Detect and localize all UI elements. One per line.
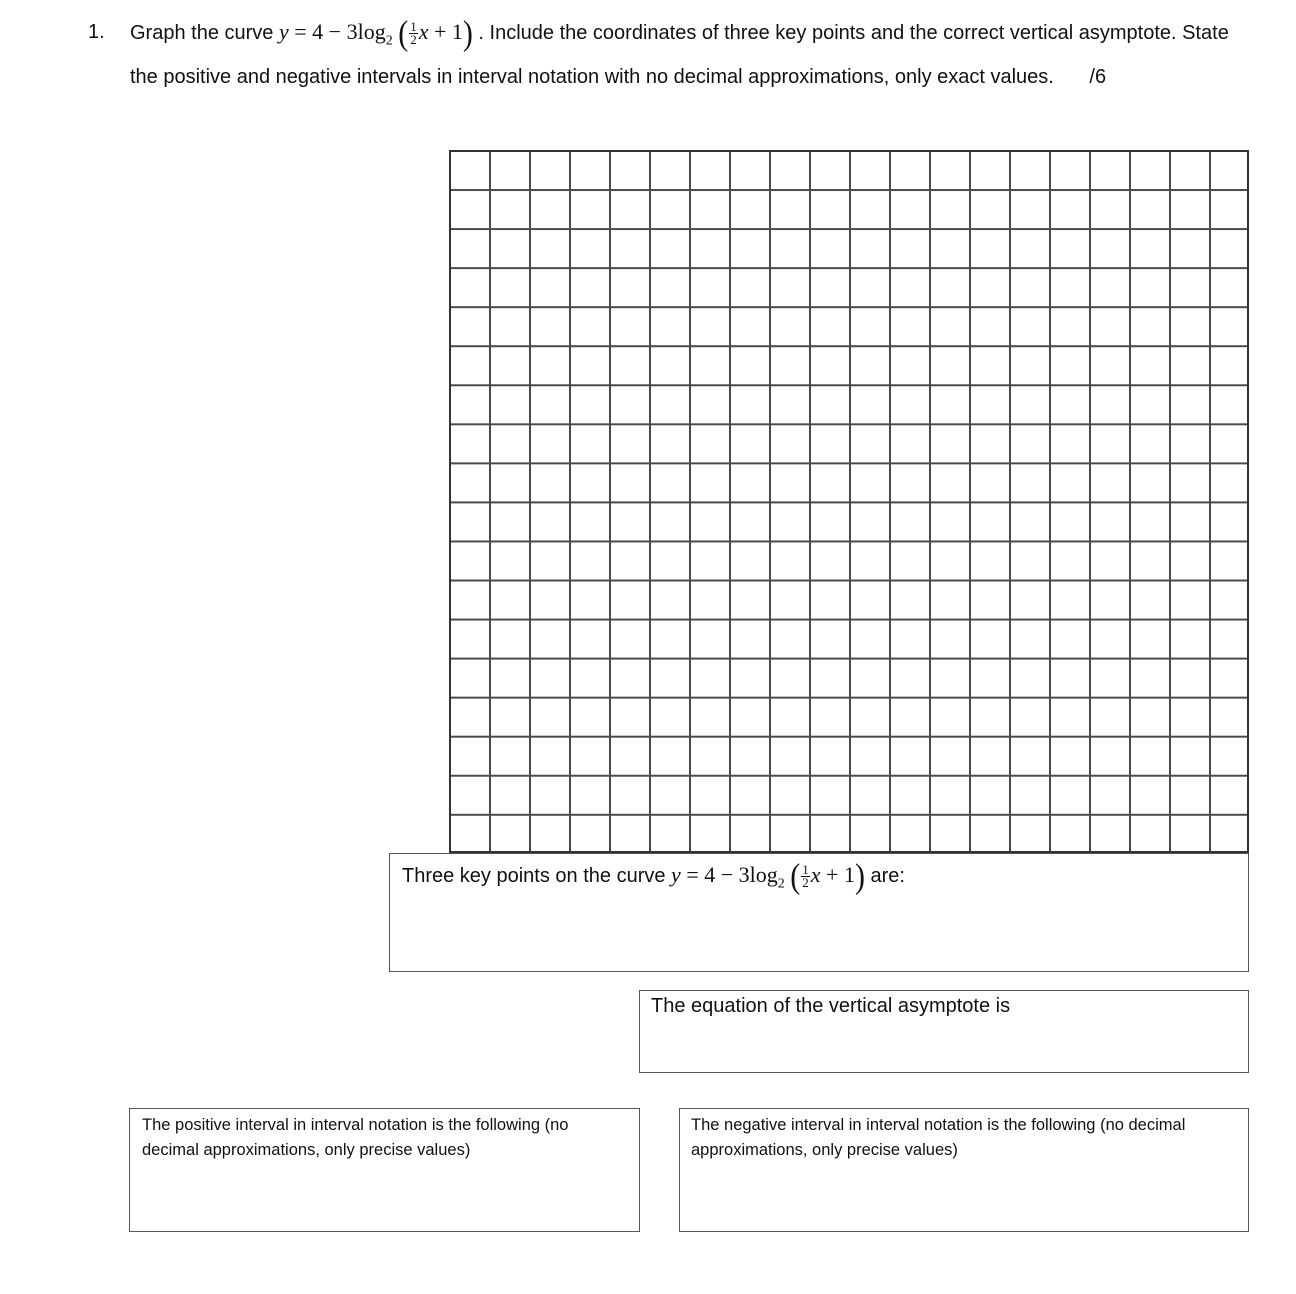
eq-minus: −: [720, 862, 734, 887]
key-points-equation: [671, 857, 870, 896]
frac-num: 1: [410, 19, 417, 35]
equation: [278, 14, 478, 53]
positive-interval-answer[interactable]: [142, 1163, 627, 1193]
key-points-answer[interactable]: [402, 892, 1236, 922]
eq-fraction: [801, 864, 810, 889]
eq-log: log: [357, 19, 386, 44]
eq-close-paren: ): [462, 14, 473, 53]
eq-fraction: [409, 21, 418, 46]
question-intro: Graph the curve: [130, 22, 274, 44]
eq-plus: +: [433, 19, 447, 44]
key-points-label: Three key points on the curve: [402, 865, 666, 887]
asymptote-label: The equation of the vertical asymptote is: [651, 995, 1011, 1017]
question-number: 1.: [88, 21, 105, 43]
asymptote-answer[interactable]: [651, 1018, 1237, 1048]
eq-minus: −: [328, 19, 342, 44]
question-text: [130, 14, 1250, 95]
eq-coef: 3: [738, 862, 750, 887]
frac-den: 2: [410, 32, 417, 48]
eq-equals: =: [686, 862, 699, 887]
eq-one: 1: [843, 862, 855, 887]
question-instructions: . Include the coordinates of three key points and the correct vertical asymptote. State the positive and negative intervals in interval notation with no decimal approximations, only exact values.: [130, 22, 1229, 89]
key-points-label-after: are:: [870, 865, 905, 887]
positive-interval-label: The positive interval in interval notation is the following (no decimal approximations, only precise values): [142, 1116, 569, 1159]
eq-y: y: [278, 19, 289, 44]
frac-num: 1: [802, 862, 809, 878]
eq-base: 2: [777, 876, 785, 892]
eq-plus: +: [826, 862, 839, 887]
eq-close-paren: ): [854, 857, 865, 896]
eq-x: x: [810, 862, 821, 887]
key-points-box[interactable]: [389, 853, 1249, 972]
eq-equals: =: [294, 19, 307, 44]
eq-open-paren: (: [398, 14, 409, 53]
eq-y: y: [671, 862, 681, 887]
asymptote-box[interactable]: [639, 990, 1249, 1073]
negative-interval-answer[interactable]: [691, 1163, 1237, 1193]
eq-base: 2: [385, 33, 393, 49]
negative-interval-label: The negative interval in interval notation is the following (no decimal approximations, only precise values): [691, 1116, 1186, 1159]
eq-open-paren: (: [790, 857, 801, 896]
eq-log: log: [749, 862, 778, 887]
eq-const: 4: [704, 862, 716, 887]
graph-grid[interactable]: [449, 150, 1249, 853]
negative-interval-box[interactable]: [679, 1108, 1249, 1232]
marks: /6: [1089, 66, 1107, 89]
eq-const: 4: [312, 19, 324, 44]
eq-coef: 3: [346, 19, 358, 44]
eq-one: 1: [451, 19, 463, 44]
frac-den: 2: [802, 875, 809, 891]
positive-interval-box[interactable]: [129, 1108, 640, 1232]
eq-x: x: [418, 19, 429, 44]
